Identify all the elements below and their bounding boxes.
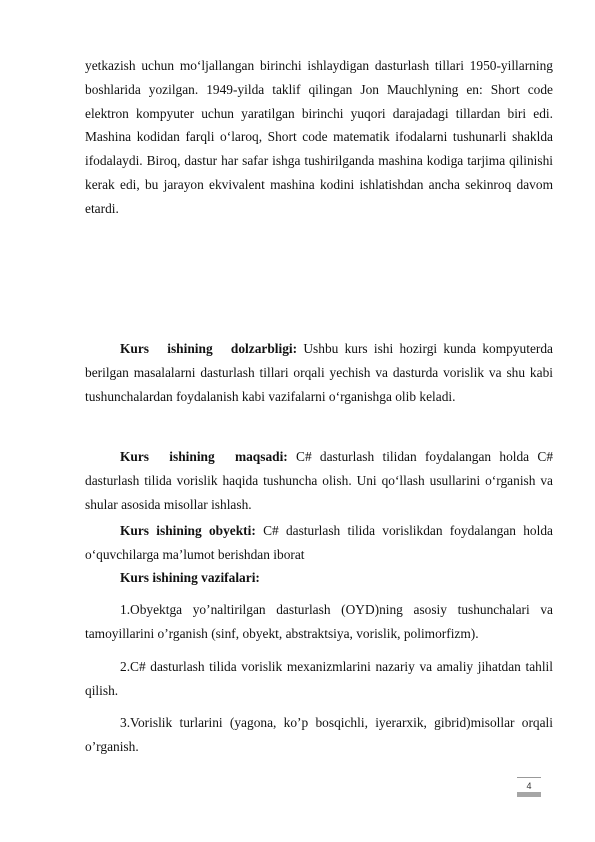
page-number-bar [517,792,541,797]
goal-paragraph [85,445,553,516]
page-number-box [517,777,541,797]
relevance-text: Ushbu kurs ishi hozirgi kunda kompyuterda berilgan masalalarni dasturlash tillari orqali yechish va dasturda vorislik va shu kabi tushunchalardan foydalanish kabi vazifalarni o‘rganishga olib keladi. [85,341,553,404]
object-label: Kurs ishining obyekti: [120,523,256,538]
intro-paragraph: yetkazish uchun moʻljallangan birinchi ishlaydigan dasturlash tillari 1950-yillarning boshlarida yozilgan. 1949-yilda taklif qilingan Jon Mauchlyning en: Short code elektron kompyuter uchun yaratilgan birinchi yuqori darajadagi tillardan biri edi. Mashina kodidan farqli oʻlaroq, Short code matematik ifodalarni tushunarli shaklda ifodalaydi. Biroq, dastur har safar ishga tushirilganda mashina kodiga tarjima qilinishi kerak edi, bu jarayon ekvivalent mashina kodini ishlatishdan ancha sekinroq davom etardi. [85,58,553,216]
object-text: C# dasturlash tilida vorislikdan foydalangan holda o‘quvchilarga ma’lumot berishdan iborat [85,523,553,562]
tasks-label: Kurs ishining vazifalari: [120,570,260,585]
tasks-heading [85,566,553,590]
task-item: 2.C# dasturlash tilida vorislik mexanizmlarini nazariy va amaliy jihatdan tahlil qilish. [85,659,553,698]
page-number-divider [517,777,541,778]
object-paragraph [85,519,553,567]
page-number: 4 [526,781,532,791]
goal-label: Kurs ishining maqsadi: [120,449,288,464]
task-item: 3.Vorislik turlarini (yagona, ko’p bosqichli, iyerarxik, gibrid)misollar orqali o’rganish. [85,715,553,754]
relevance-paragraph [85,337,553,408]
task-item: 1.Obyektga yo’naltirilgan dasturlash (OYD)ning asosiy tushunchalari va tamoyillarini o’rganish (sinf, obyekt, abstraktsiya, vorislik, polimorfizm). [85,602,553,641]
relevance-label: Kurs ishining dolzarbligi: [120,341,298,356]
goal-text: C# dasturlash tilidan foydalangan holda C# dasturlash tilida vorislik haqida tushuncha olish. Uni qo‘llash usullarini o‘rganish va shular asosida misollar ishlash. [85,449,554,512]
